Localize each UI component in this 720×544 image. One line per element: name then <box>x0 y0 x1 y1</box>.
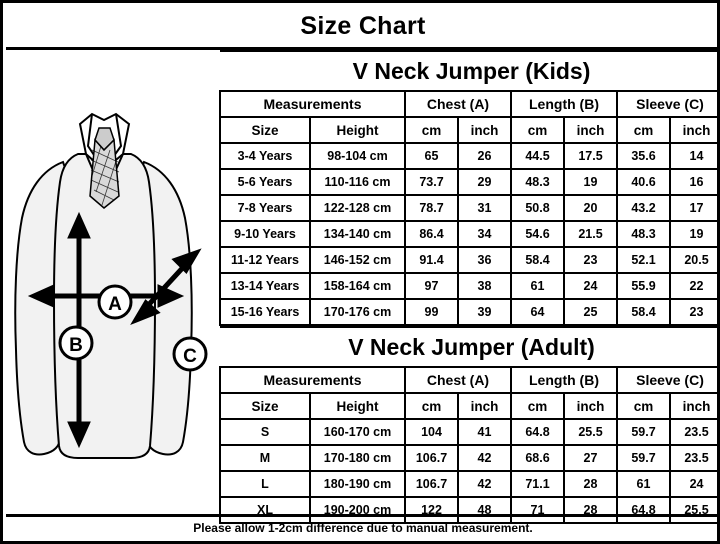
page-title-text: Size Chart <box>300 12 426 40</box>
table-row <box>220 419 720 445</box>
size-tables <box>219 50 720 520</box>
cell-length-cm: 71.1 <box>511 471 564 497</box>
adult-group-measurements: Measurements <box>220 367 405 393</box>
kids-col-height: Height <box>310 117 405 143</box>
cell-length-cm: 61 <box>511 273 564 299</box>
cell-chest-inch: 26 <box>458 143 511 169</box>
cell-size: 15-16 Years <box>220 299 310 325</box>
cell-length-cm: 71 <box>511 497 564 523</box>
cell-chest-cm: 65 <box>405 143 458 169</box>
cell-chest-cm: 99 <box>405 299 458 325</box>
kids-group-length: Length (B) <box>511 91 617 117</box>
adult-section-title: V Neck Jumper (Adult) <box>220 327 720 367</box>
cell-chest-inch: 48 <box>458 497 511 523</box>
kids-group-measurements: Measurements <box>220 91 405 117</box>
kids-col-chest-inch: inch <box>458 117 511 143</box>
cell-sleeve-inch: 14 <box>670 143 720 169</box>
table-row <box>220 221 720 247</box>
cell-height: 180-190 cm <box>310 471 405 497</box>
cell-sleeve-inch: 23.5 <box>670 445 720 471</box>
adult-col-sleeve-inch: inch <box>670 393 720 419</box>
kids-size-table <box>219 50 720 326</box>
cell-chest-inch: 34 <box>458 221 511 247</box>
cell-sleeve-cm: 59.7 <box>617 445 670 471</box>
cell-length-inch: 25.5 <box>564 419 617 445</box>
svg-text:A: A <box>108 294 122 315</box>
jumper-diagram-svg <box>6 50 219 520</box>
footer-note <box>6 514 720 538</box>
adult-col-length-cm: cm <box>511 393 564 419</box>
adult-group-sleeve: Sleeve (C) <box>617 367 720 393</box>
kids-col-sleeve-inch: inch <box>670 117 720 143</box>
cell-length-cm: 54.6 <box>511 221 564 247</box>
adult-group-chest: Chest (A) <box>405 367 511 393</box>
cell-length-inch: 19 <box>564 169 617 195</box>
cell-length-inch: 21.5 <box>564 221 617 247</box>
cell-length-inch: 28 <box>564 471 617 497</box>
cell-sleeve-inch: 23.5 <box>670 419 720 445</box>
cell-size: 3-4 Years <box>220 143 310 169</box>
adult-col-height: Height <box>310 393 405 419</box>
cell-size: 7-8 Years <box>220 195 310 221</box>
svg-text:C: C <box>183 346 197 367</box>
cell-chest-inch: 42 <box>458 471 511 497</box>
cell-sleeve-inch: 19 <box>670 221 720 247</box>
cell-height: 158-164 cm <box>310 273 405 299</box>
cell-chest-cm: 86.4 <box>405 221 458 247</box>
kids-section-title-row <box>220 51 720 91</box>
cell-sleeve-cm: 58.4 <box>617 299 670 325</box>
cell-length-cm: 44.5 <box>511 143 564 169</box>
jumper-illustration <box>6 50 219 520</box>
cell-chest-cm: 104 <box>405 419 458 445</box>
adult-group-header-row <box>220 367 720 393</box>
cell-sleeve-inch: 23 <box>670 299 720 325</box>
adult-col-length-inch: inch <box>564 393 617 419</box>
kids-group-header-row <box>220 91 720 117</box>
cell-height: 170-176 cm <box>310 299 405 325</box>
table-row <box>220 143 720 169</box>
cell-chest-inch: 36 <box>458 247 511 273</box>
cell-length-inch: 20 <box>564 195 617 221</box>
footer-note-text: Please allow 1-2cm difference due to manual measurement. <box>193 520 533 535</box>
kids-group-sleeve: Sleeve (C) <box>617 91 720 117</box>
cell-chest-cm: 97 <box>405 273 458 299</box>
adult-col-size: Size <box>220 393 310 419</box>
cell-sleeve-cm: 48.3 <box>617 221 670 247</box>
kids-col-length-inch: inch <box>564 117 617 143</box>
cell-chest-cm: 91.4 <box>405 247 458 273</box>
cell-height: 160-170 cm <box>310 419 405 445</box>
cell-length-cm: 68.6 <box>511 445 564 471</box>
cell-sleeve-inch: 16 <box>670 169 720 195</box>
cell-height: 146-152 cm <box>310 247 405 273</box>
cell-chest-inch: 29 <box>458 169 511 195</box>
cell-length-cm: 58.4 <box>511 247 564 273</box>
page-title <box>6 6 720 50</box>
cell-length-cm: 48.3 <box>511 169 564 195</box>
cell-sleeve-cm: 43.2 <box>617 195 670 221</box>
cell-chest-inch: 41 <box>458 419 511 445</box>
adult-col-sleeve-cm: cm <box>617 393 670 419</box>
cell-chest-cm: 122 <box>405 497 458 523</box>
table-row <box>220 273 720 299</box>
cell-length-inch: 23 <box>564 247 617 273</box>
cell-height: 190-200 cm <box>310 497 405 523</box>
cell-sleeve-cm: 55.9 <box>617 273 670 299</box>
table-row <box>220 247 720 273</box>
cell-length-inch: 24 <box>564 273 617 299</box>
cell-size: 11-12 Years <box>220 247 310 273</box>
cell-sleeve-cm: 35.6 <box>617 143 670 169</box>
adult-group-length: Length (B) <box>511 367 617 393</box>
kids-section-title: V Neck Jumper (Kids) <box>220 51 720 91</box>
cell-size: 13-14 Years <box>220 273 310 299</box>
cell-chest-cm: 73.7 <box>405 169 458 195</box>
cell-sleeve-inch: 17 <box>670 195 720 221</box>
adult-col-chest-inch: inch <box>458 393 511 419</box>
cell-sleeve-cm: 52.1 <box>617 247 670 273</box>
table-row <box>220 169 720 195</box>
cell-chest-inch: 31 <box>458 195 511 221</box>
cell-length-inch: 17.5 <box>564 143 617 169</box>
cell-length-cm: 50.8 <box>511 195 564 221</box>
cell-sleeve-cm: 61 <box>617 471 670 497</box>
cell-sleeve-inch: 24 <box>670 471 720 497</box>
cell-chest-inch: 39 <box>458 299 511 325</box>
cell-chest-cm: 106.7 <box>405 445 458 471</box>
cell-chest-cm: 78.7 <box>405 195 458 221</box>
kids-group-chest: Chest (A) <box>405 91 511 117</box>
cell-size: M <box>220 445 310 471</box>
adult-size-table <box>219 326 720 524</box>
cell-size: S <box>220 419 310 445</box>
adult-sub-header-row <box>220 393 720 419</box>
kids-col-length-cm: cm <box>511 117 564 143</box>
svg-text:B: B <box>69 335 83 356</box>
cell-height: 110-116 cm <box>310 169 405 195</box>
cell-size: L <box>220 471 310 497</box>
cell-size: 9-10 Years <box>220 221 310 247</box>
kids-sub-header-row <box>220 117 720 143</box>
cell-sleeve-cm: 40.6 <box>617 169 670 195</box>
table-row <box>220 471 720 497</box>
cell-chest-cm: 106.7 <box>405 471 458 497</box>
cell-sleeve-cm: 59.7 <box>617 419 670 445</box>
cell-height: 134-140 cm <box>310 221 405 247</box>
cell-size: XL <box>220 497 310 523</box>
cell-height: 122-128 cm <box>310 195 405 221</box>
cell-length-inch: 27 <box>564 445 617 471</box>
kids-col-sleeve-cm: cm <box>617 117 670 143</box>
table-row <box>220 299 720 325</box>
cell-length-inch: 25 <box>564 299 617 325</box>
cell-length-cm: 64.8 <box>511 419 564 445</box>
cell-sleeve-cm: 64.8 <box>617 497 670 523</box>
cell-sleeve-inch: 25.5 <box>670 497 720 523</box>
cell-sleeve-inch: 22 <box>670 273 720 299</box>
cell-chest-inch: 42 <box>458 445 511 471</box>
cell-sleeve-inch: 20.5 <box>670 247 720 273</box>
cell-length-cm: 64 <box>511 299 564 325</box>
adult-section-title-row <box>220 327 720 367</box>
cell-height: 98-104 cm <box>310 143 405 169</box>
kids-col-size: Size <box>220 117 310 143</box>
kids-col-chest-cm: cm <box>405 117 458 143</box>
table-row <box>220 195 720 221</box>
cell-size: 5-6 Years <box>220 169 310 195</box>
cell-length-inch: 28 <box>564 497 617 523</box>
cell-height: 170-180 cm <box>310 445 405 471</box>
adult-col-chest-cm: cm <box>405 393 458 419</box>
table-row <box>220 445 720 471</box>
cell-chest-inch: 38 <box>458 273 511 299</box>
